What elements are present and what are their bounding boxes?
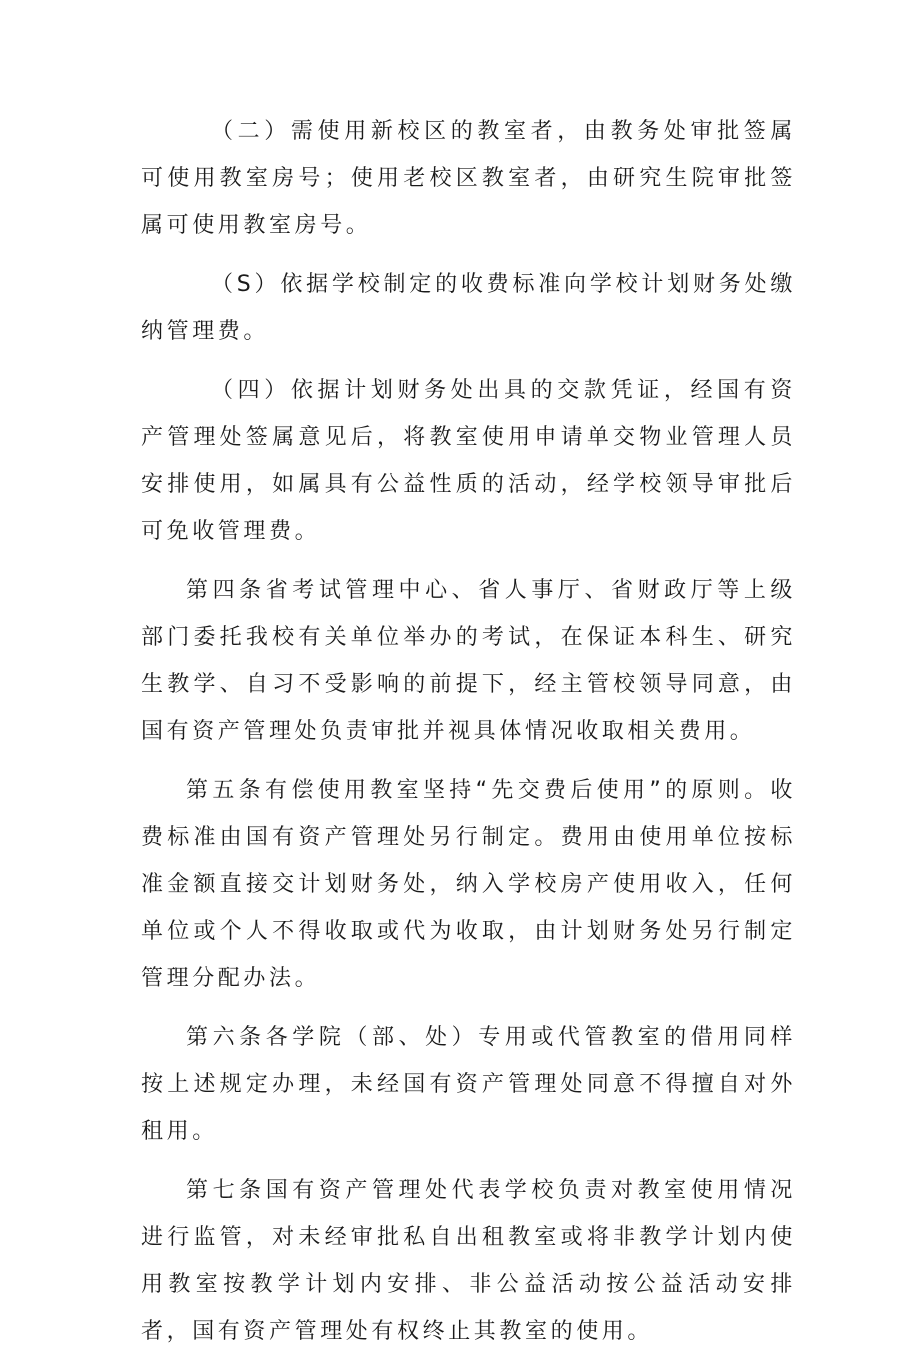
paragraph-item-3: （S）依据学校制定的收费标准向学校计划财务处缴纳管理费。 — [141, 272, 796, 344]
paragraph-article-6: 第六条各学院（部、处）专用或代管教室的借用同样按上述规定办理，未经国有资产管理处同意不得擅自对外租用。 — [141, 1025, 796, 1144]
paragraph-item-4: （四）依据计划财务处出具的交款凭证，经国有资产管理处签属意见后，将教室使用申请单交物业管理人员安排使用，如属具有公益性质的活动，经学校领导审批后可免收管理费。 — [141, 378, 796, 544]
document-page — [141, 108, 796, 1367]
paragraph-article-5: 第五条有偿使用教室坚持“先交费后使用”的原则。收费标准由国有资产管理处另行制定。费用由使用单位按标准金额直接交计划财务处，纳入学校房产使用收入，任何单位或个人不得收取或代为收取，由计划财务处另行制定管理分配办法。 — [141, 778, 796, 991]
paragraph-article-7: 第七条国有资产管理处代表学校负责对教室使用情况进行监管，对未经审批私自出租教室或将非教学计划内使用教室按教学计划内安排、非公益活动按公益活动安排者，国有资产管理处有权终止其教室的使用。 — [141, 1178, 796, 1344]
paragraph-item-2: （二）需使用新校区的教室者，由教务处审批签属可使用教室房号；使用老校区教室者，由研究生院审批签属可使用教室房号。 — [141, 119, 796, 238]
paragraph-article-4: 第四条省考试管理中心、省人事厅、省财政厅等上级部门委托我校有关单位举办的考试，在保证本科生、研究生教学、自习不受影响的前提下，经主管校领导同意，由国有资产管理处负责审批并视具体情况收取相关费用。 — [141, 578, 796, 744]
